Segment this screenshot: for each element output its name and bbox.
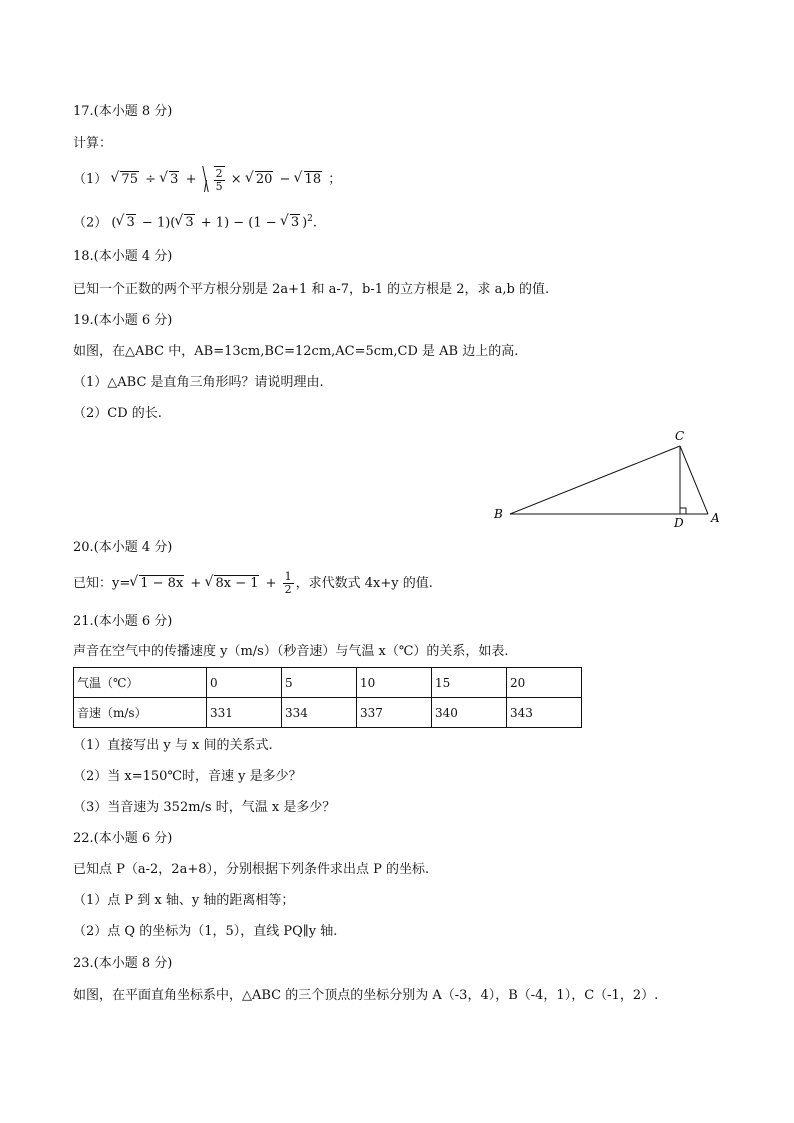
- q23-body: 如图，在平面直角坐标系中，△ABC 的三个顶点的坐标分别为 A（-3，4），B（-4，1），C（-1，2）.: [73, 988, 659, 1003]
- q20-prefix: 已知：y=: [73, 576, 131, 591]
- sqrt-3b: √ 3: [175, 214, 194, 232]
- expr-text: + 1) − (1 −: [196, 215, 281, 231]
- q22-part1: （1）点 P 到 x 轴、y 轴的距离相等；: [73, 893, 295, 908]
- triangle-figure: [488, 424, 728, 534]
- q19-body: 如图，在△ABC 中，AB=13cm,BC=12cm,AC=5cm,CD 是 AB 边上的高.: [73, 344, 519, 359]
- q21-body: 声音在空气中的传播速度 y（m/s）（秒音速）与气温 x（℃）的关系，如表.: [73, 644, 509, 659]
- expr-text: ): [302, 215, 308, 231]
- sqrt-3a: √ 3: [117, 214, 136, 232]
- q23-header: 23.(本小题 8 分): [73, 956, 173, 971]
- q21-part2: （2）当 x=150℃时，音速 y 是多少？: [73, 769, 302, 784]
- q21-part3: （3）当音速为 352m/s 时，气温 x 是多少？: [73, 800, 336, 815]
- table-cell: 音速（m/s）: [74, 698, 207, 728]
- semicolon: ；: [328, 172, 342, 187]
- sqrt-18: √ 18: [295, 167, 323, 193]
- plus-sign: +: [261, 576, 281, 591]
- fraction-half: $\frac{1}{2}$: [284, 570, 292, 596]
- plus-sign: +: [186, 576, 206, 591]
- q20-suffix: ，求代数式 4x+y 的值.: [295, 576, 433, 591]
- q20-header: 20.(本小题 4 分): [73, 540, 173, 555]
- expr-text: .: [312, 215, 318, 231]
- label-b: B: [494, 507, 503, 521]
- q17-header: 17.(本小题 8 分): [73, 104, 173, 119]
- q19-header: 19.(本小题 6 分): [73, 313, 173, 328]
- q17-part1-label: （1）: [73, 172, 108, 187]
- q17-part2: [73, 210, 317, 232]
- q17-intro: 计算：: [73, 136, 113, 151]
- sqrt-1-8x: √ 1 − 8x: [130, 570, 184, 598]
- table-cell: 0: [207, 668, 282, 698]
- q22-body: 已知点 P（a-2，2a+8），分别根据下列条件求出点 P 的坐标.: [73, 862, 430, 877]
- div-sign: ÷: [145, 172, 157, 187]
- table-cell: 331: [207, 698, 282, 728]
- minus-sign: −: [279, 172, 291, 187]
- sqrt-fraction: $\frac{2}{5}$: [201, 166, 227, 193]
- table-cell: 343: [507, 698, 582, 728]
- plus-sign: +: [185, 172, 197, 187]
- q22-part2: （2）点 Q 的坐标为（1，5），直线 PQ∥y 轴.: [73, 924, 338, 939]
- label-c: C: [675, 429, 685, 443]
- speed-table: [73, 667, 582, 728]
- side-ca: [680, 446, 708, 514]
- exponent: 2: [307, 214, 313, 224]
- table-cell: 15: [432, 668, 507, 698]
- table-cell: 10: [357, 668, 432, 698]
- table-cell: 334: [282, 698, 357, 728]
- sqrt-3: √ 3: [160, 167, 179, 193]
- table-row: [74, 698, 582, 728]
- table-cell: 5: [282, 668, 357, 698]
- q17-part2-label: （2）: [73, 215, 108, 231]
- sqrt-75: √ 75: [111, 167, 139, 193]
- table-cell: 337: [357, 698, 432, 728]
- sqrt-8x-1: √ 8x − 1: [205, 570, 259, 598]
- q21-header: 21.(本小题 6 分): [73, 614, 173, 629]
- expr-text: (: [111, 215, 117, 231]
- table-cell: 340: [432, 698, 507, 728]
- side-bc: [510, 446, 680, 514]
- label-d: D: [674, 516, 684, 530]
- q19-part2: （2）CD 的长.: [73, 406, 162, 421]
- q18-body: 已知一个正数的两个平方根分别是 2a+1 和 a-7，b-1 的立方根是 2，求 a,b 的值.: [73, 282, 550, 297]
- q19-part1: （1）△ABC 是直角三角形吗？请说明理由.: [73, 375, 324, 390]
- sqrt-20: √ 20: [246, 167, 274, 193]
- expr-text: − 1)(: [137, 215, 176, 231]
- q17-part1: [73, 166, 341, 193]
- sqrt-3c: √ 3: [281, 214, 300, 232]
- right-angle-mark: [680, 508, 686, 514]
- table-cell: 20: [507, 668, 582, 698]
- table-row: [74, 668, 582, 698]
- q22-header: 22.(本小题 6 分): [73, 831, 173, 846]
- times-sign: ×: [230, 172, 242, 187]
- q21-part1: （1）直接写出 y 与 x 间的关系式.: [73, 738, 273, 753]
- q20-body: [73, 570, 433, 598]
- table-cell: 气温（℃）: [74, 668, 207, 698]
- label-a: A: [711, 511, 720, 525]
- q18-header: 18.(本小题 4 分): [73, 249, 173, 264]
